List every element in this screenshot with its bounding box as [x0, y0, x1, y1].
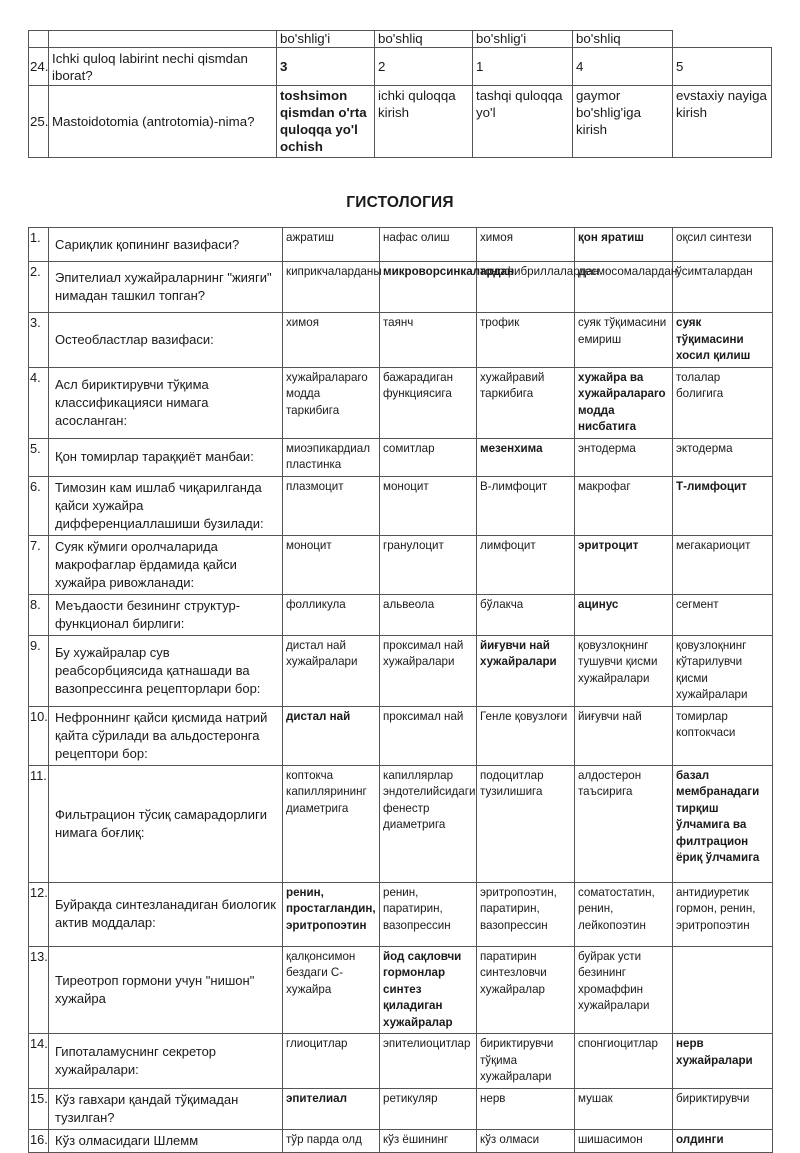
answer-correct: ацинус: [575, 594, 673, 635]
table-row: [29, 262, 773, 313]
answer-option: ажратиш: [283, 228, 380, 262]
answer-option: химоя: [477, 228, 575, 262]
answer-correct: қон яратиш: [575, 228, 673, 262]
answer-option: проксимал най хужайралари: [380, 635, 477, 706]
answer-option: проксимал най: [380, 706, 477, 765]
answer-option: йиғувчи най: [575, 706, 673, 765]
answer-option: evstaxiy nayiga kirish: [673, 86, 772, 158]
question-number: 4.: [29, 367, 49, 438]
question-number: 13.: [29, 946, 49, 1034]
answer-option: бириктирувчи: [673, 1088, 773, 1129]
answer-option: дистал най хужайралари: [283, 635, 380, 706]
answer-correct: базал мембранадаги тирқиш ўлчамига ва филтрацион ёриқ ўлчамига: [673, 765, 773, 882]
table-row: [29, 367, 773, 438]
answer-option: паратирин синтезловчи хужайралар: [477, 946, 575, 1034]
question-number: 11.: [29, 765, 49, 882]
answer-option: ретикуляр: [380, 1088, 477, 1129]
table-row: [29, 594, 773, 635]
question-text: Суяк кўмиги оролчаларида макрофаглар ёрдамида қайси хужайра ривожланади:: [49, 535, 283, 594]
table-cell: bo'shliq: [573, 31, 673, 48]
answer-option: tashqi quloqqa yo'l: [473, 86, 573, 158]
question-text: Қон томирлар тараққиёт манбаи:: [49, 438, 283, 476]
answer-option: моноцит: [283, 535, 380, 594]
table-cell: bo'shlig'i: [473, 31, 573, 48]
answer-correct: йиғувчи най хужайралари: [477, 635, 575, 706]
question-number: 10.: [29, 706, 49, 765]
answer-correct: хужайра ва хужайраларaro модда нисбатига: [575, 367, 673, 438]
section-title: ГИСТОЛОГИЯ: [346, 194, 454, 211]
answer-option: энтодерма: [575, 438, 673, 476]
answer-option: тўр парда олд: [283, 1129, 380, 1152]
table-cell: bo'shliq: [375, 31, 473, 48]
answer-option: мегакариоцит: [673, 535, 773, 594]
question-text: Сариқлик қопининг вазифаси?: [49, 228, 283, 262]
table-row: [29, 313, 773, 368]
answer-correct: дистал най: [283, 706, 380, 765]
question-number: 14.: [29, 1034, 49, 1089]
answer-option: тонофибриллалардан: [477, 262, 575, 313]
answer-option: нерв: [477, 1088, 575, 1129]
answer-option: эпителиоцитлар: [380, 1034, 477, 1089]
answer-option: спонгиоцитлар: [575, 1034, 673, 1089]
answer-option: гранулоцит: [380, 535, 477, 594]
histology-question-table: [28, 227, 773, 1153]
answer-option: химоя: [283, 313, 380, 368]
question-number: 24.: [29, 48, 49, 86]
answer-option: миоэпикардиал пластинка: [283, 438, 380, 476]
answer-option: 1: [473, 48, 573, 86]
question-text: Остеобластлар вазифаси:: [49, 313, 283, 368]
question-text: Mastoidotomia (antrotomia)-nima?: [49, 86, 277, 158]
question-number: 6.: [29, 476, 49, 535]
answer-option: 2: [375, 48, 473, 86]
answer-option: трофик: [477, 313, 575, 368]
question-text: Нефроннинг қайси қисмида натрий қайта сўрилади ва альдостеронга рецептори бор:: [49, 706, 283, 765]
question-text: Буйракда синтезланадиган биологик актив моддалар:: [49, 882, 283, 946]
answer-correct: нерв хужайралари: [673, 1034, 773, 1089]
answer-option: қовузлоқнинг тушувчи қисми хужайралари: [575, 635, 673, 706]
answer-option: ichki quloqqa kirish: [375, 86, 473, 158]
answer-option: капиллярлар эндотелийсидаги фенестр диаметрига: [380, 765, 477, 882]
question-number: 12.: [29, 882, 49, 946]
table-row: [29, 438, 773, 476]
top-question-table: [28, 30, 772, 158]
table-row: [29, 946, 773, 1034]
table-row: [29, 1129, 773, 1152]
answer-option: В-лимфоцит: [477, 476, 575, 535]
answer-option: мушак: [575, 1088, 673, 1129]
question-number: 8.: [29, 594, 49, 635]
question-text: Меъдаости безининг структур-функционал бирлиги:: [49, 594, 283, 635]
question-text: Тимозин кам ишлаб чиқарилганда қайси хужайра дифференциаллашиши бузилади:: [49, 476, 283, 535]
answer-correct: эритроцит: [575, 535, 673, 594]
table-row: [29, 706, 773, 765]
answer-option: киприкчаларданы: [283, 262, 380, 313]
question-number: 1.: [29, 228, 49, 262]
table-row: [29, 1034, 773, 1089]
answer-correct: эпителиал: [283, 1088, 380, 1129]
answer-option: эритропоэтин, паратирин, вазопрессин: [477, 882, 575, 946]
question-text: Фильтрацион тўсиқ самарадорлиги нимага боғлиқ:: [49, 765, 283, 882]
question-number: 7.: [29, 535, 49, 594]
answer-option: хужайраларaro модда таркибига: [283, 367, 380, 438]
answer-option: бириктирувчи тўқима хужайралари: [477, 1034, 575, 1089]
answer-option: буйрак усти безининг хромаффин хужайралари: [575, 946, 673, 1034]
question-text: Тиреотроп гормони учун "нишон" хужайра: [49, 946, 283, 1034]
question-number: 16.: [29, 1129, 49, 1152]
question-number: 9.: [29, 635, 49, 706]
table-row: [29, 765, 773, 882]
answer-option: фолликула: [283, 594, 380, 635]
answer-correct: олдинги: [673, 1129, 773, 1152]
answer-option: глиоцитлар: [283, 1034, 380, 1089]
question-text: Кўз олмасидаги Шлемм: [49, 1129, 283, 1152]
table-row: [29, 882, 773, 946]
table-row: [29, 635, 773, 706]
question-text: Ichki quloq labirint nechi qismdan iborat?: [49, 48, 277, 86]
answer-option: қовузлоқнинг кўтарилувчи қисми хужайралари: [673, 635, 773, 706]
table-row: [29, 1088, 773, 1129]
answer-correct: йод сақловчи гормонлар синтез қиладиган хужайралар: [380, 946, 477, 1034]
table-row: [29, 535, 773, 594]
question-text: Асл бириктирувчи тўқима классификацияси нимага асосланган:: [49, 367, 283, 438]
answer-option: gaymor bo'shlig'iga kirish: [573, 86, 673, 158]
answer-option: бўлакча: [477, 594, 575, 635]
table-cell: bo'shlig'i: [277, 31, 375, 48]
answer-option: таянч: [380, 313, 477, 368]
table-row: [29, 48, 772, 86]
answer-correct: ренин, простагландин, эритропоэтин: [283, 882, 380, 946]
answer-option: коптокча капиллярининг диаметрига: [283, 765, 380, 882]
table-row: [29, 31, 772, 48]
answer-option: лимфоцит: [477, 535, 575, 594]
answer-correct: суяк тўқимасини хосил қилиш: [673, 313, 773, 368]
answer-option: десмосомалардан: [575, 262, 673, 313]
table-row: [29, 228, 773, 262]
table-row: [29, 86, 772, 158]
answer-correct: 3: [277, 48, 375, 86]
question-text: Кўз гавхари қандай тўқимадан тузилган?: [49, 1088, 283, 1129]
answer-option: макрофаг: [575, 476, 673, 535]
answer-option: 4: [573, 48, 673, 86]
answer-option: бажарадиган функциясига: [380, 367, 477, 438]
answer-option: плазмоцит: [283, 476, 380, 535]
answer-option: моноцит: [380, 476, 477, 535]
answer-option: сомитлар: [380, 438, 477, 476]
answer-option: кўз олмаси: [477, 1129, 575, 1152]
answer-correct: Т-лимфоцит: [673, 476, 773, 535]
question-number: 25.: [29, 86, 49, 158]
question-number: 2.: [29, 262, 49, 313]
answer-option: Генле қовузлоғи: [477, 706, 575, 765]
answer-option: эктодерма: [673, 438, 773, 476]
histology-table-body: [29, 228, 773, 1153]
answer-option: нафас олиш: [380, 228, 477, 262]
answer-option: сегмент: [673, 594, 773, 635]
question-text: Эпителиал хужайраларнинг "жияги" нимадан ташкил топган?: [49, 262, 283, 313]
answer-option: подоцитлар тузилишига: [477, 765, 575, 882]
question-number: 3.: [29, 313, 49, 368]
table-row: [29, 476, 773, 535]
answer-option: альвеола: [380, 594, 477, 635]
answer-option: хужайравий таркибига: [477, 367, 575, 438]
answer-option: кўз ёшининг: [380, 1129, 477, 1152]
question-text: Бу хужайралар сув реабсорбциясида қатнашади ва вазопрессинга рецепторлари бор:: [49, 635, 283, 706]
answer-option: суяк тўқимасини емириш: [575, 313, 673, 368]
answer-option: [673, 946, 773, 1034]
answer-option: 5: [673, 48, 772, 86]
table-cell: [29, 31, 49, 48]
question-number: 15.: [29, 1088, 49, 1129]
answer-option: ренин, паратирин, вазопрессин: [380, 882, 477, 946]
answer-correct: мезенхима: [477, 438, 575, 476]
answer-option: ўсимталардан: [673, 262, 773, 313]
answer-option: соматостатин, ренин, лейкопоэтин: [575, 882, 673, 946]
answer-option: томирлар коптокчаси: [673, 706, 773, 765]
answer-option: шишасимон: [575, 1129, 673, 1152]
question-number: 5.: [29, 438, 49, 476]
answer-option: алдостерон таъсирига: [575, 765, 673, 882]
answer-option: оқсил синтези: [673, 228, 773, 262]
answer-correct: toshsimon qismdan o'rta quloqqa yo'l ochish: [277, 86, 375, 158]
question-text: Гипоталамуснинг секретор хужайралари:: [49, 1034, 283, 1089]
answer-option: қалқонсимон бездаги С-хужайра: [283, 946, 380, 1034]
table-cell: [49, 31, 277, 48]
answer-correct: микроворсинкалардан: [380, 262, 477, 313]
answer-option: антидиуретик гормон, ренин, эритропоэтин: [673, 882, 773, 946]
answer-option: толалар болигига: [673, 367, 773, 438]
